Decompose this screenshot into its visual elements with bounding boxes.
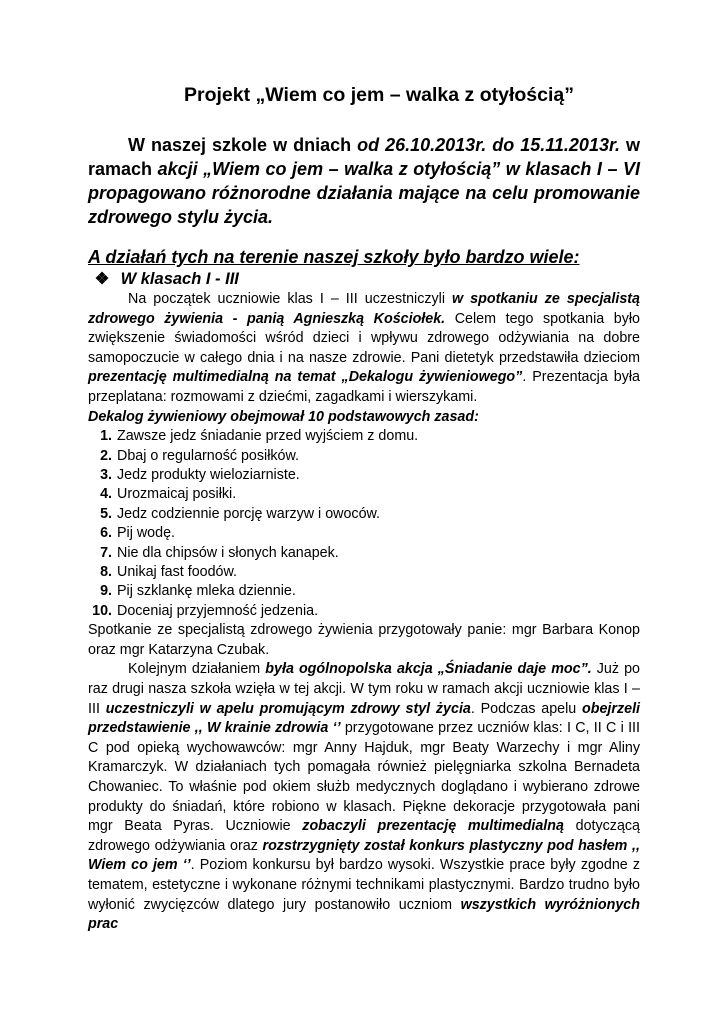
list-item [88,582,640,601]
list-text: Nie dla chipsów i słonych kanapek. [117,544,339,561]
list-text: Urozmaicaj posiłki. [117,486,237,503]
list-text: Doceniaj przyjemność jedzenia. [117,602,319,619]
list-item [88,544,640,563]
list-number: 3. [100,466,112,483]
text-run: Już po raz drugi nasza szkoła wzięła w tej akcji. W tym roku w ramach akcji uczniowie klas I – III [88,661,640,717]
text-run: . Prezentacja była przeplatana: rozmowami z dziećmi, zagadkami i wierszykami. [88,369,640,405]
list-number: 8. [100,564,112,580]
page-title: Projekt „Wiem co jem – walka z otyłością” [184,84,574,106]
emphasis-run: zobaczyli prezentację multimedialną [302,818,564,835]
list-text: Unikaj fast foodów. [117,564,238,580]
emphasis-run: w spotkaniu ze specjalistą zdrowego żywienia - panią Agnieszką Kościołek. [88,291,640,327]
list-item [88,524,640,543]
text-run: . Poziom konkursu był bardzo wysoki. Wszystkie prace były zgodne z tematem, estetyczne i wykonane różnymi technikami plastycznymi. Bardzo trudno było wyłonić zwycięzców dlatego jury postanowiło uczniom [88,857,640,913]
list-number: 5. [100,505,112,522]
decalogue-list [88,427,640,621]
list-item [88,505,640,524]
document-page [88,84,640,935]
paragraph-organizers: Spotkanie ze specjalistą zdrowego żywienia przygotowały panie: mgr Barbara Konop oraz mgr Katarzyna Czubak. [88,622,640,658]
list-item [88,563,640,582]
emphasis-run: była ogólnopolska akcja „Śniadanie daje moc”. [265,661,592,678]
emphasis-run: obejrzeli przedstawienie ,, W krainie zdrowia ‘’ [88,700,641,737]
emphasis-run: uczestniczyli w apelu promującym zdrowy styl życia [105,700,471,717]
text-run: . Podczas apelu [470,700,583,717]
list-item [88,485,640,504]
text-run: Kolejnym działaniem [128,661,266,678]
list-item [88,427,640,446]
list-number: 9. [100,583,112,600]
list-text: Jedz codziennie porcję warzyw i owoców. [117,505,381,522]
intro-text-1: W naszej szkole w dniach [128,135,358,155]
intro-text-2: w ramach [88,135,640,179]
list-number: 6. [100,525,112,542]
list-number: 7. [100,544,112,561]
list-item [88,466,640,485]
emphasis-run: prezentację multimedialną na temat „Dekalogu żywieniowego” [88,369,523,386]
emphasis-run: rozstrzygnięty został konkurs plastyczny pod hasłem ,, Wiem co jem ‘’ [88,837,640,874]
list-number: 4. [100,486,112,503]
intro-paragraph [88,133,640,229]
intro-dates: od 26.10.2013r. do 15.11.2013r. [357,135,620,155]
text-run: Celem tego spotkania było zwiększenie świadomości wśród dzieci i wpływu zdrowego odżywiania na dobre samopoczucie w całego dnia i na nasze zdrowie. Pani dietetyk przedstawiła dzieciom [88,310,640,366]
intro-action: akcji „Wiem co jem – walka z otyłością” w klasach I – VI propagowano różnorodne działania mające na celu promowanie zdrowego stylu życia. [88,159,640,227]
diamond-bullet-icon: ❖ [94,270,110,288]
list-item [88,602,640,621]
emphasis-run: wszystkich wyróżnionych prac [88,896,640,933]
text-run: przygotowane przez uczniów klas: I C, II C i III C pod opieką wychowawców: mgr Anny Hajduk, mgr Beaty Warzechy i mgr Aliny Kramarczyk. W działaniach tych pomagała również pielęgniarka szkolna Bernadeta Chowaniec. To właśnie pod okiem służb medycznych doglądano i wybierano zdrowe produkty do śniadań, które robiono w klasach. Piękne dekoracje przygotowała pani mgr Beata Pyras. Uczniowie [88,720,640,835]
list-number: 10. [92,602,112,619]
section-heading: A działań tych na terenie naszej szkoły było bardzo wiele: [88,247,580,267]
bullet-label: W klasach I - III [120,270,239,288]
list-text: Jedz produkty wieloziarniste. [117,466,300,483]
list-number: 1. [100,428,112,445]
list-text: Dbaj o regularność posiłków. [117,447,299,464]
paragraph-meeting [88,290,640,408]
decalogue-heading: Dekalog żywieniowy obejmował 10 podstawowych zasad: [88,408,479,425]
list-number: 2. [100,447,112,464]
bullet-heading [88,268,640,290]
text-run: Na początek uczniowie klas I – III uczestniczyli [128,291,453,307]
list-text: Zawsze jedz śniadanie przed wyjściem z domu. [117,428,419,445]
list-text: Pij szklankę mleka dziennie. [117,583,296,600]
list-item [88,447,640,466]
list-text: Pij wodę. [117,525,176,542]
text-run: dotyczącą zdrowego odżywiania oraz [88,818,640,854]
paragraph-breakfast-action [88,660,640,934]
